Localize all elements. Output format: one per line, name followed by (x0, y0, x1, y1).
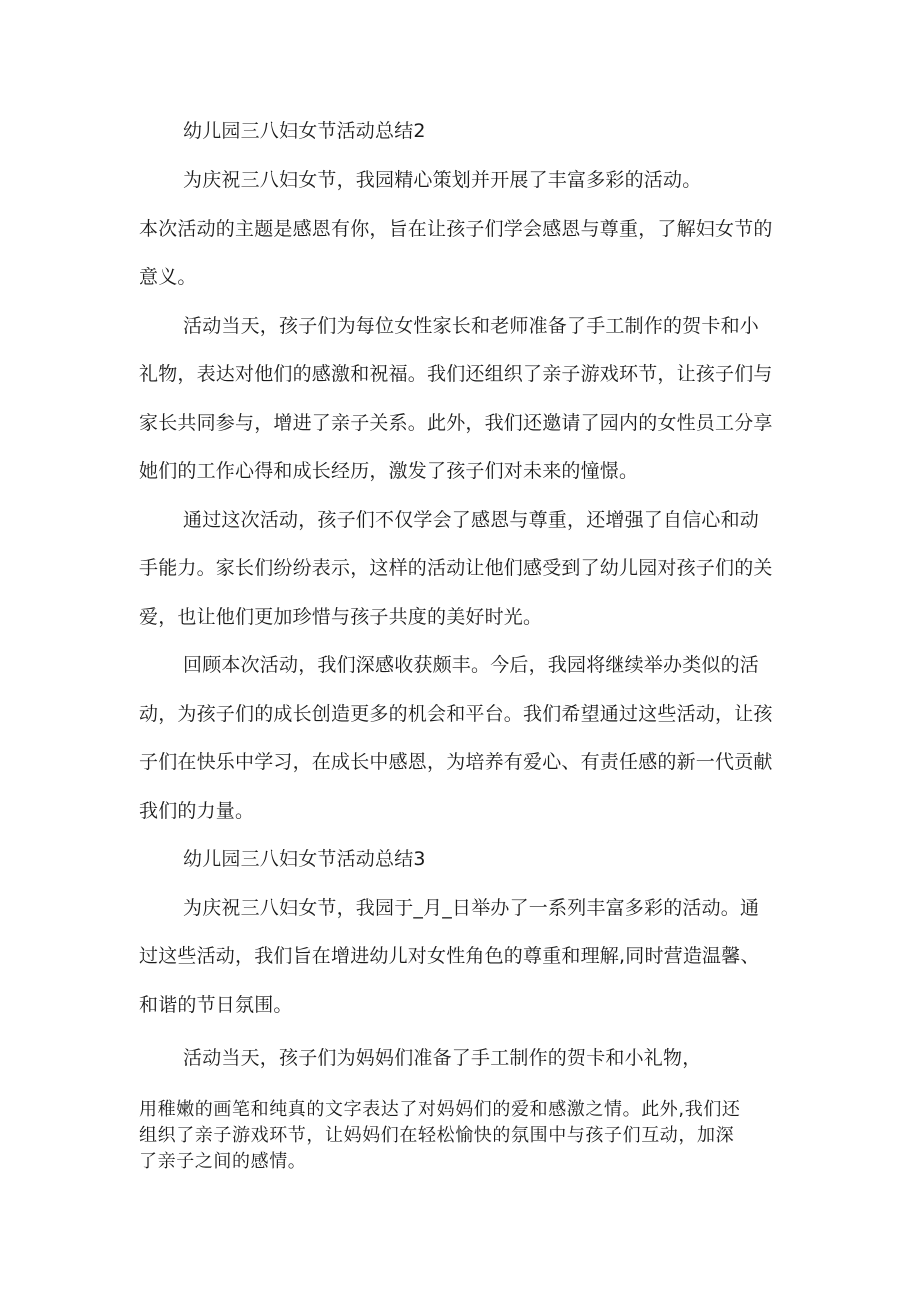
paragraph-line: 礼物，表达对他们的感激和祝福。我们还组织了亲子游戏环节，让孩子们与 (139, 363, 773, 385)
paragraph-line: 家长共同参与，增进了亲子关系。此外，我们还邀请了园内的女性员工分享 (139, 412, 773, 434)
section-heading-3: 幼儿园三八妇女节活动总结3 (183, 848, 426, 870)
paragraph-line: 回顾本次活动，我们深感收获颇丰。今后，我园将继续举办类似的活 (183, 654, 760, 676)
paragraph-line: 我们的力量。 (139, 800, 255, 822)
paragraph-line: 为庆祝三八妇女节，我园于_月_日举办了一系列丰富多彩的活动。通 (183, 897, 760, 919)
paragraph-line: 她们的工作心得和成长经历，激发了孩子们对未来的憧憬。 (139, 460, 639, 482)
paragraph-line: 过这些活动，我们旨在增进幼儿对女性角色的尊重和理解,同时营造温馨、 (139, 945, 760, 967)
paragraph-line: 和谐的节日氛围。 (139, 994, 293, 1016)
paragraph-line: 活动当天，孩子们为每位女性家长和老师准备了手工制作的贺卡和小 (183, 315, 760, 337)
paragraph-line: 为庆祝三八妇女节，我园精心策划并开展了丰富多彩的活动。 (183, 169, 702, 191)
paragraph-line: 活动当天，孩子们为妈妈们准备了手工制作的贺卡和小礼物， (183, 1047, 702, 1069)
paragraph-line: 动，为孩子们的成长创造更多的机会和平台。我们希望通过这些活动，让孩 (139, 703, 773, 725)
paragraph-line: 本次活动的主题是感恩有你，旨在让孩子们学会感恩与尊重，了解妇女节的 (139, 218, 773, 240)
paragraph-line: 意义。 (139, 266, 197, 288)
section-heading-2: 幼儿园三八妇女节活动总结2 (183, 120, 426, 142)
paragraph-line: 爱，也让他们更加珍惜与孩子共度的美好时光。 (139, 606, 543, 628)
paragraph-line: 手能力。家长们纷纷表示，这样的活动让他们感受到了幼儿园对孩子们的关 (139, 557, 773, 579)
paragraph-line: 组织了亲子游戏环节，让妈妈们在轻松愉快的氛围中与孩子们互动，加深 (139, 1125, 735, 1146)
paragraph-line: 用稚嫩的画笔和纯真的文字表达了对妈妈们的爱和感激之情。此外,我们还 (139, 1099, 741, 1120)
paragraph-line: 通过这次活动，孩子们不仅学会了感恩与尊重，还增强了自信心和动 (183, 509, 760, 531)
paragraph-line: 子们在快乐中学习，在成长中感恩，为培养有爱心、有责任感的新一代贡献 (139, 751, 773, 773)
paragraph-line: 了亲子之间的感情。 (139, 1151, 307, 1172)
